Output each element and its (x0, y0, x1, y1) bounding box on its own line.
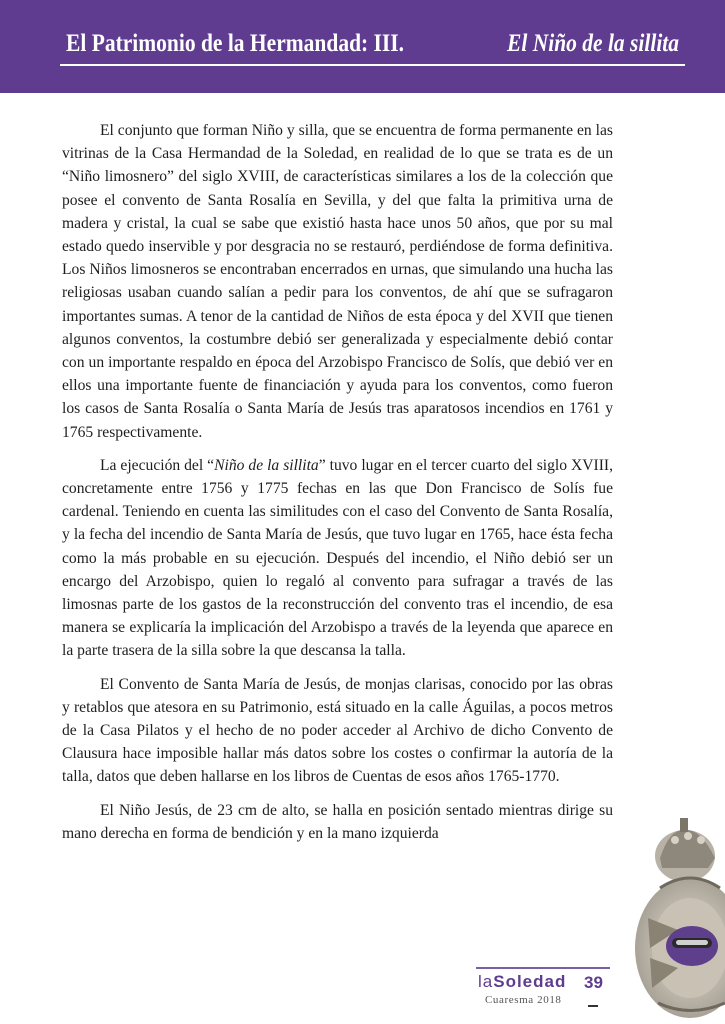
article-title: El Niño de la sillita (506, 30, 679, 57)
work-title-italic: Niño de la sillita (214, 456, 319, 474)
paragraph-2 (62, 454, 613, 663)
magazine-brand (478, 972, 566, 992)
header-band (0, 0, 725, 93)
page-number: 39 (584, 973, 603, 992)
hermandad-crest-icon (630, 818, 725, 1018)
paragraph-3: El Convento de Santa María de Jesús, de monjas clarisas, conocido por las obras y retablos que atesora en su Patrimonio, está situado en la calle Águilas, a pocos metros de la Casa Pilatos y el hecho de no poder acceder al Archivo de dicho Convento de Clausura hace imposible hallar más datos sobre los costes o confirmar la autoría de la talla, datos que deben hallarse en los libros de Cuentas de esos años 1765-1770. (62, 675, 613, 786)
brand-name: Soledad (493, 972, 567, 991)
paragraph-1: El conjunto que forman Niño y silla, que se encuentra de forma permanente en las vitrinas de la Casa Hermandad de la Soledad, en realidad de lo que se trata es de un “Niño limosnero” del siglo XVIII, de características similares a los de la colección que posee el convento de Santa Rosalía en Sevilla, y del que falta la primitiva urna de madera y cristal, la cual se sabe que existió hasta hace unos 50 años, que por su mal estado quedo inservible y por desgracia no se restauró, perdiéndose de forma definitiva. Los Niños limosneros se encontraban encerrados en urnas, que simulando una hucha las religiosas usaban cuando salían a pedir para los conventos, de ahí que se sufragaron importantes sumas. A tenor de la cantidad de Niños de esta época y del XVII que tienen algunos conventos, la costumbre debió ser generalizada y especialmente debió contar con un importante respaldo en época del Arzobispo Francisco de Solís, que debió ver en ellos una importante fuente de financiación y ayuda para los conventos, como fueron los casos de Santa Rosalía o Santa María de Jesús tras aparatosos incendios en 1761 y 1765 respectivamente. (62, 122, 613, 441)
paragraph-2-start: La ejecución del “ (100, 456, 215, 474)
paragraph-4: El Niño Jesús, de 23 cm de alto, se halla en posición sentado mientras dirige su mano derecha en forma de bendición y en la mano izquierda (62, 801, 613, 842)
paragraph-2-rest: ” tuvo lugar en el tercer cuarto del siglo XVIII, concretamente entre 1756 y 1775 fechas en las que Don Francisco de Solís fue cardenal. Teniendo en cuenta las similitudes con el caso del Convento de Santa Rosalía, y la fecha del incendio de Santa María de Jesús, que tuvo lugar en 1765, hace ésta fecha como la más probable en su ejecución. Después del incendio, el Niño debió ser un encargo del Arzobispo, quien lo regaló al convento para sufragar a través de las limosnas parte de los gastos de la reconstrucción del convento tras el incendio, de esa manera se explicaría la implicación del Arzobispo a través de la leyenda que aparece en la parte trasera de la silla sobre la que descansa la talla. (62, 456, 613, 660)
issue-label: Cuaresma 2018 (485, 994, 562, 1006)
section-title: El Patrimonio de la Hermandad: III. (66, 30, 405, 57)
header-divider (60, 64, 685, 66)
article-body (62, 119, 613, 855)
page-number-underline (588, 1005, 598, 1007)
brand-prefix: la (478, 972, 494, 991)
footer-divider (476, 967, 610, 969)
